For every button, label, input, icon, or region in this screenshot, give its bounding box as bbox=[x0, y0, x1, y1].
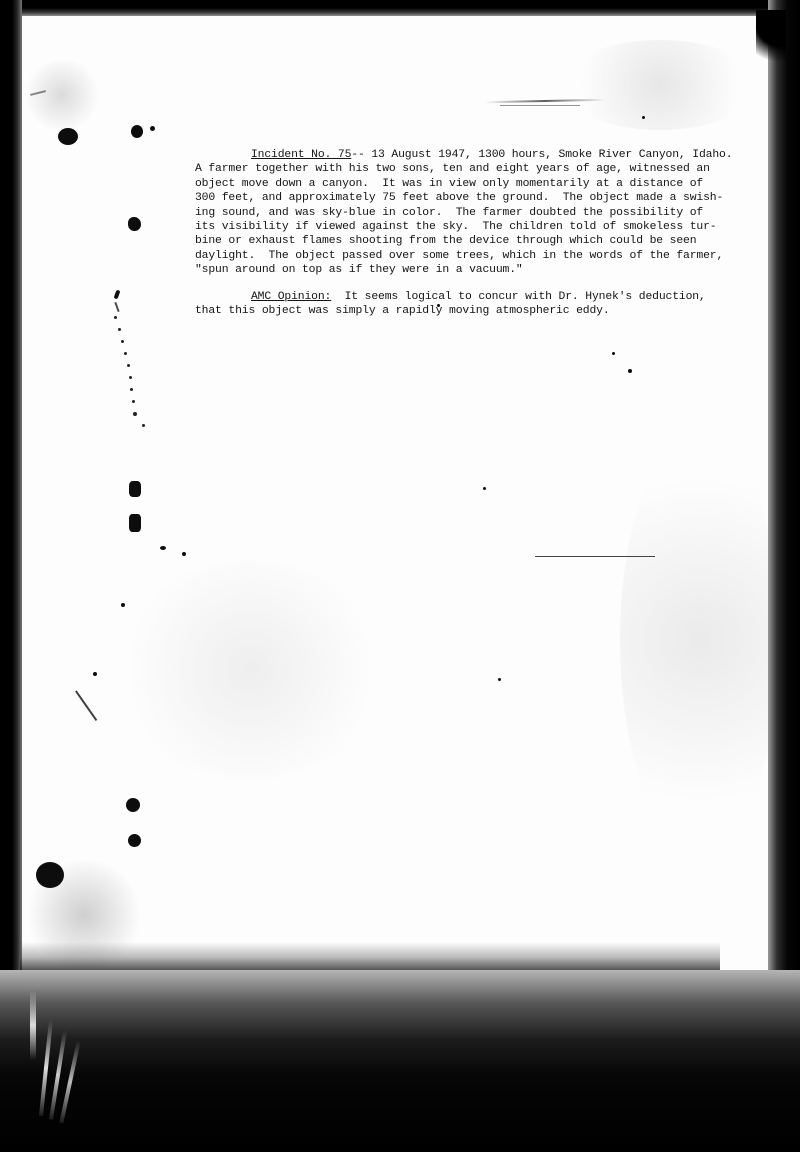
body-line: A farmer together with his two sons, ten and eight years of age, witnessed an bbox=[195, 163, 710, 176]
body-line: 300 feet, and approximately 75 feet above the ground. The object made a swish- bbox=[195, 192, 724, 205]
speckle bbox=[498, 678, 501, 681]
ink-blot bbox=[128, 834, 141, 847]
amc-opinion-label: AMC Opinion: bbox=[251, 291, 332, 303]
speckle bbox=[642, 116, 645, 119]
ink-blot bbox=[129, 481, 141, 497]
scan-edge-top bbox=[0, 0, 800, 16]
speckle bbox=[182, 552, 186, 556]
stray-pencil-mark bbox=[500, 105, 580, 106]
amc-opinion-first-line: It seems logical to concur with Dr. Hynek's deduction, bbox=[331, 291, 706, 303]
incident-dash: -- bbox=[351, 149, 365, 161]
body-line: object move down a canyon. It was in view only momentarily at a distance of bbox=[195, 177, 704, 190]
incident-paragraph bbox=[195, 148, 785, 278]
speckle bbox=[628, 369, 632, 373]
faint-rule-line bbox=[535, 556, 655, 557]
speckle bbox=[121, 603, 125, 607]
body-line: bine or exhaust flames shooting from the device through which could be seen bbox=[195, 235, 697, 248]
scan-edge-bottom bbox=[0, 970, 800, 1152]
incident-header-rest: 13 August 1947, 1300 hours, Smoke River Canyon, Idaho. bbox=[371, 149, 733, 161]
punch-hole bbox=[36, 862, 64, 888]
body-line: "spun around on top as if they were in a vacuum." bbox=[195, 264, 523, 277]
amc-opinion-paragraph bbox=[195, 290, 785, 319]
amc-opinion-second-line: that this object was simply a rapidly moving atmospheric eddy. bbox=[195, 305, 610, 318]
ink-blot bbox=[128, 217, 141, 231]
developer-streak bbox=[30, 990, 36, 1060]
incident-number-label: Incident No. 75 bbox=[251, 149, 352, 161]
body-line: daylight. The object passed over some trees, which in the words of the farmer, bbox=[195, 249, 724, 262]
ink-blot bbox=[129, 514, 141, 532]
speckle bbox=[483, 487, 486, 490]
speckle bbox=[93, 672, 97, 676]
body-line: its visibility if viewed against the sky. The children told of smokeless tur- bbox=[195, 221, 717, 234]
scan-corner-top-right bbox=[756, 10, 786, 70]
speckle bbox=[160, 546, 166, 550]
speckle-trail bbox=[112, 314, 172, 434]
ink-blot bbox=[131, 125, 143, 138]
body-line: ing sound, and was sky-blue in color. The farmer doubted the possibility of bbox=[195, 206, 704, 219]
punch-hole bbox=[58, 128, 78, 145]
speckle bbox=[612, 352, 615, 355]
ink-blot bbox=[126, 798, 140, 812]
speckle bbox=[150, 126, 155, 131]
